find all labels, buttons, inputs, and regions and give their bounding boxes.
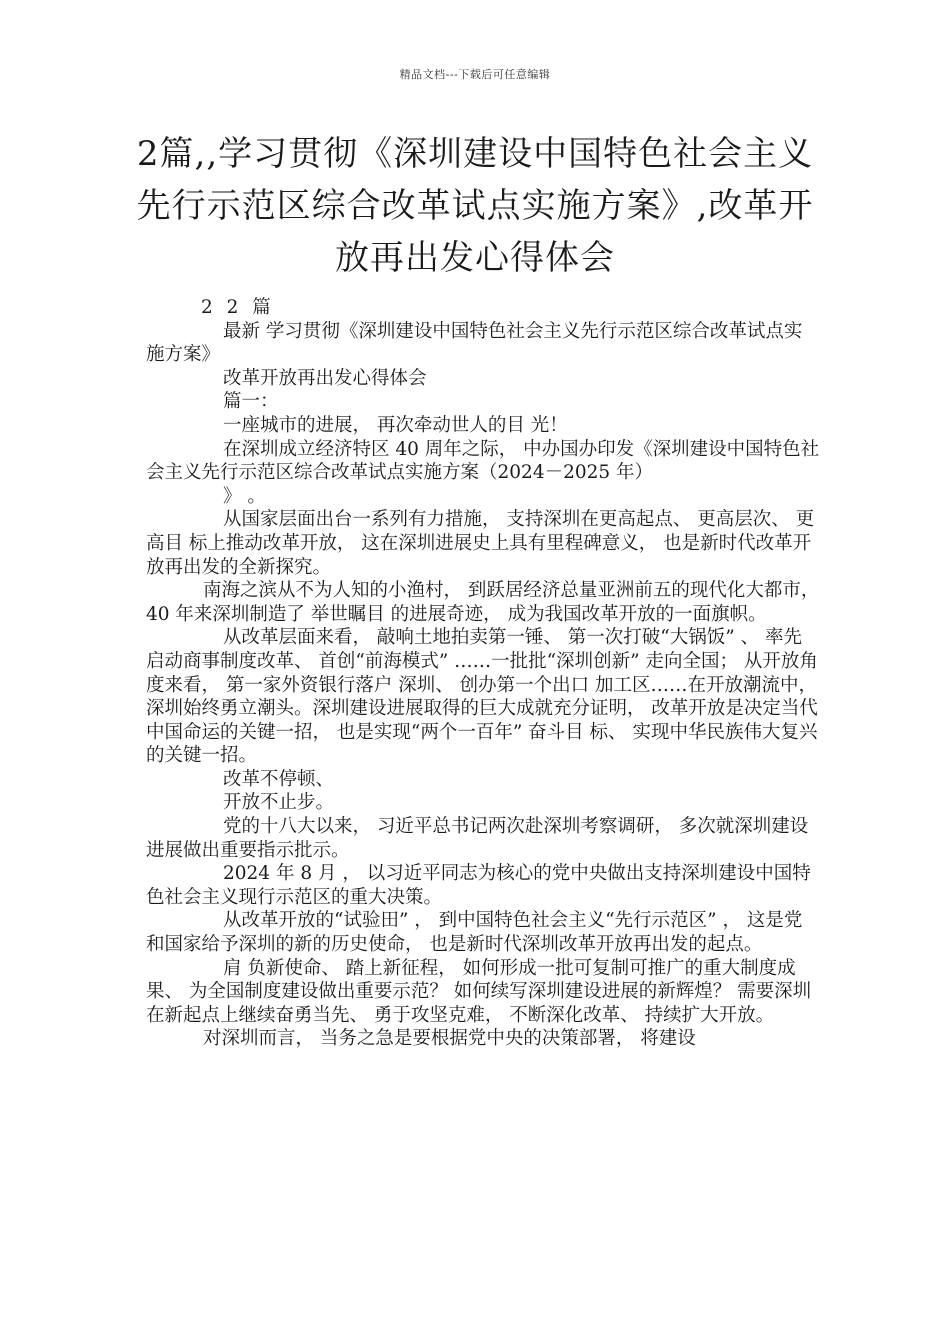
paragraph: 一座城市的进展， 再次牵动世人的目 光！ <box>223 414 568 436</box>
paragraph: 开放不止步。 <box>223 792 335 814</box>
paragraph: 党的十八大以来， 习近平总书记两次赴深圳考察调研， 多次就深圳建设进展做出重要指示批示。 <box>146 816 809 861</box>
paragraph: 从改革层面来看， 敲响土地拍卖第一锤、 第一次打破“大锅饭” 、 率先启动商事制度改革、 首创“前海模式” ……一批批“深圳创新” 走向全国； 从开放角度来看， 第一家外资银行落户 深圳、 创办第一个出口 加工区……在开放潮流中， 深圳始终勇立潮头。深圳建设进展取得的巨大成就充分证明， 改革开放是决定当代中国命运的关键一招， 也是实现“两个一百年” 奋斗目 标、 实现中华民族伟大复兴的关键一招。 <box>146 627 818 767</box>
document-body <box>146 296 820 1051</box>
paragraph: 最新 学习贯彻《深圳建设中国特色社会主义先行示范区综合改革试点实施方案》 <box>146 320 803 366</box>
paragraph: 对深圳而言， 当务之急是要根据党中央的决策部署， 将建设 <box>203 1028 696 1050</box>
paragraph: 2024 年 8 月 ， 以习近平同志为核心的党中央做出支持深圳建设中国特色社会主义现行示范区的重大决策。 <box>146 863 811 908</box>
paragraph: 》 。 <box>223 485 266 507</box>
paragraph: 改革不停顿、 <box>223 768 335 790</box>
paragraph: 篇一： <box>223 391 279 413</box>
page-header-note: 精品文档---下载后可任意编辑 <box>399 68 551 81</box>
paragraph: 从改革开放的“试验田” ， 到中国特色社会主义“先行示范区” ， 这是党和国家给予深圳的新的历史使命， 也是新时代深圳改革开放再出发的起点。 <box>146 910 803 956</box>
paragraph-count: 2 2 篇 <box>201 297 275 318</box>
document-title: 2篇,,学习贯彻《深圳建设中国特色社会主义先行示范区综合改革试点实施方案》,改革开放再出发心得体会 <box>136 134 814 278</box>
paragraph: 南海之滨从不为人知的小渔村， 到跃居经济总量亚洲前五的现代化大都市， 40 年来深圳制造了 举世瞩目 的进展奇迹， 成为我国改革开放的一面旗帜。 <box>146 580 820 625</box>
paragraph: 改革开放再出发心得体会 <box>223 367 427 389</box>
paragraph: 从国家层面出台一系列有力措施， 支持深圳在更高起点、 更高层次、 更高目 标上推动改革开放， 这在深圳进展史上具有里程碑意义， 也是新时代改革开放再出发的全新探究。 <box>146 509 815 578</box>
paragraph: 在深圳成立经济特区 40 周年之际， 中办国办印发《深圳建设中国特色社会主义先行示范区综合改革试点实施方案（2024－2025 年） <box>146 438 820 484</box>
paragraph: 肩 负新使命、 踏上新征程， 如何形成一批可复制可推广的重大制度成果、 为全国制度建设做出重要示范？ 如何续写深圳建设进展的新辉煌？ 需要深圳在新起点上继续奋勇当先、 勇于攻坚克难， 不断深化改革、 持续扩大开放。 <box>146 957 812 1026</box>
